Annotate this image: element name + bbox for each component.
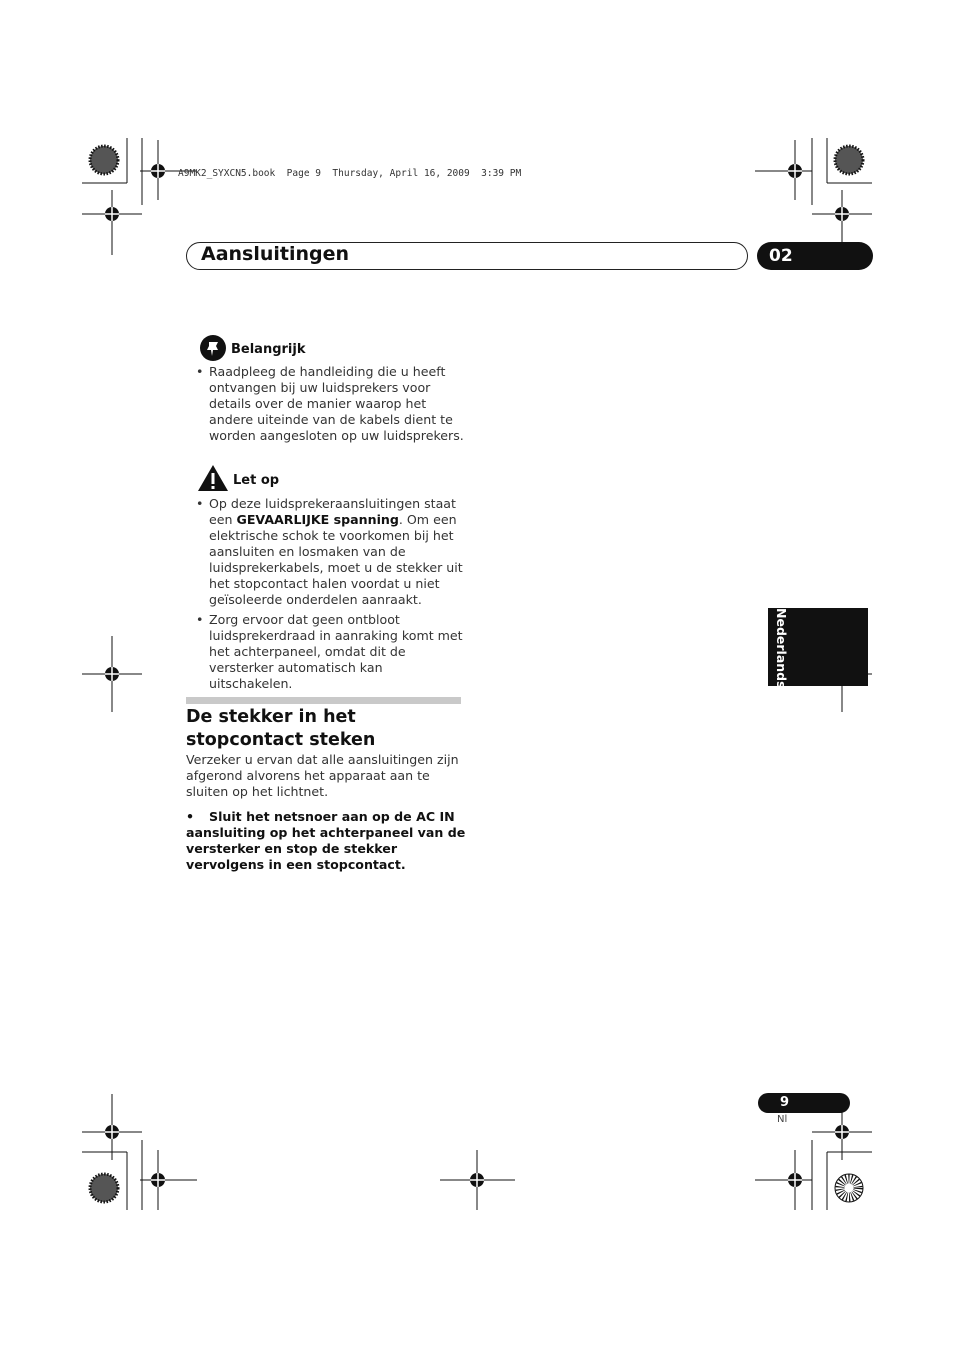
caution-title: Let op [233, 473, 280, 488]
important-list [186, 364, 466, 448]
section-divider [186, 697, 461, 704]
warning-icon [197, 464, 229, 496]
list-item: • Zorg ervoor dat geen ontbloot luidsprekerdraad in aanraking komt met het achterpaneel, omdat dit de versterker automatisch kan uitschakelen. [186, 612, 466, 692]
page-language: Nl [777, 1114, 788, 1125]
list-item: • Op deze luidsprekeraansluitingen staat een GEVAARLIJKE spanning. Om een elektrische schok te voorkomen bij het aansluiten en losmaken van de luidsprekerkabels, moet u de stekker uit het stopcontact halen voordat u niet geïsoleerde onderdelen aanraakt. [186, 496, 466, 608]
section-step: • Sluit het netsnoer aan op de AC IN aansluiting op het achterpaneel van de versterker en stop de stekker vervolgens in een stopcontact. [186, 809, 466, 872]
pushpin-icon [199, 334, 227, 366]
list-item: • Raadpleeg de handleiding die u heeft ontvangen bij uw luidsprekers voor details over de manier waarop het andere uiteinde van de kabels dient te worden aangesloten op uw luidsprekers. [186, 364, 466, 444]
chapter-title: Aansluitingen [201, 243, 350, 265]
language-tab [768, 608, 868, 689]
caution-list [186, 496, 466, 696]
important-title: Belangrijk [231, 342, 306, 357]
language-label: Nederlands [774, 608, 789, 689]
print-header: A9MK2_SYXCN5.book Page 9 Thursday, April 16, 2009 3:39 PM [178, 168, 522, 179]
page-number: 9 [758, 1093, 850, 1113]
section-title: De stekker in het stopcontact steken [186, 707, 376, 750]
chapter-number: 02 [757, 242, 873, 270]
section-intro: Verzeker u ervan dat alle aansluitingen zijn afgerond alvorens het apparaat aan te sluiten op het lichtnet. [186, 752, 459, 799]
